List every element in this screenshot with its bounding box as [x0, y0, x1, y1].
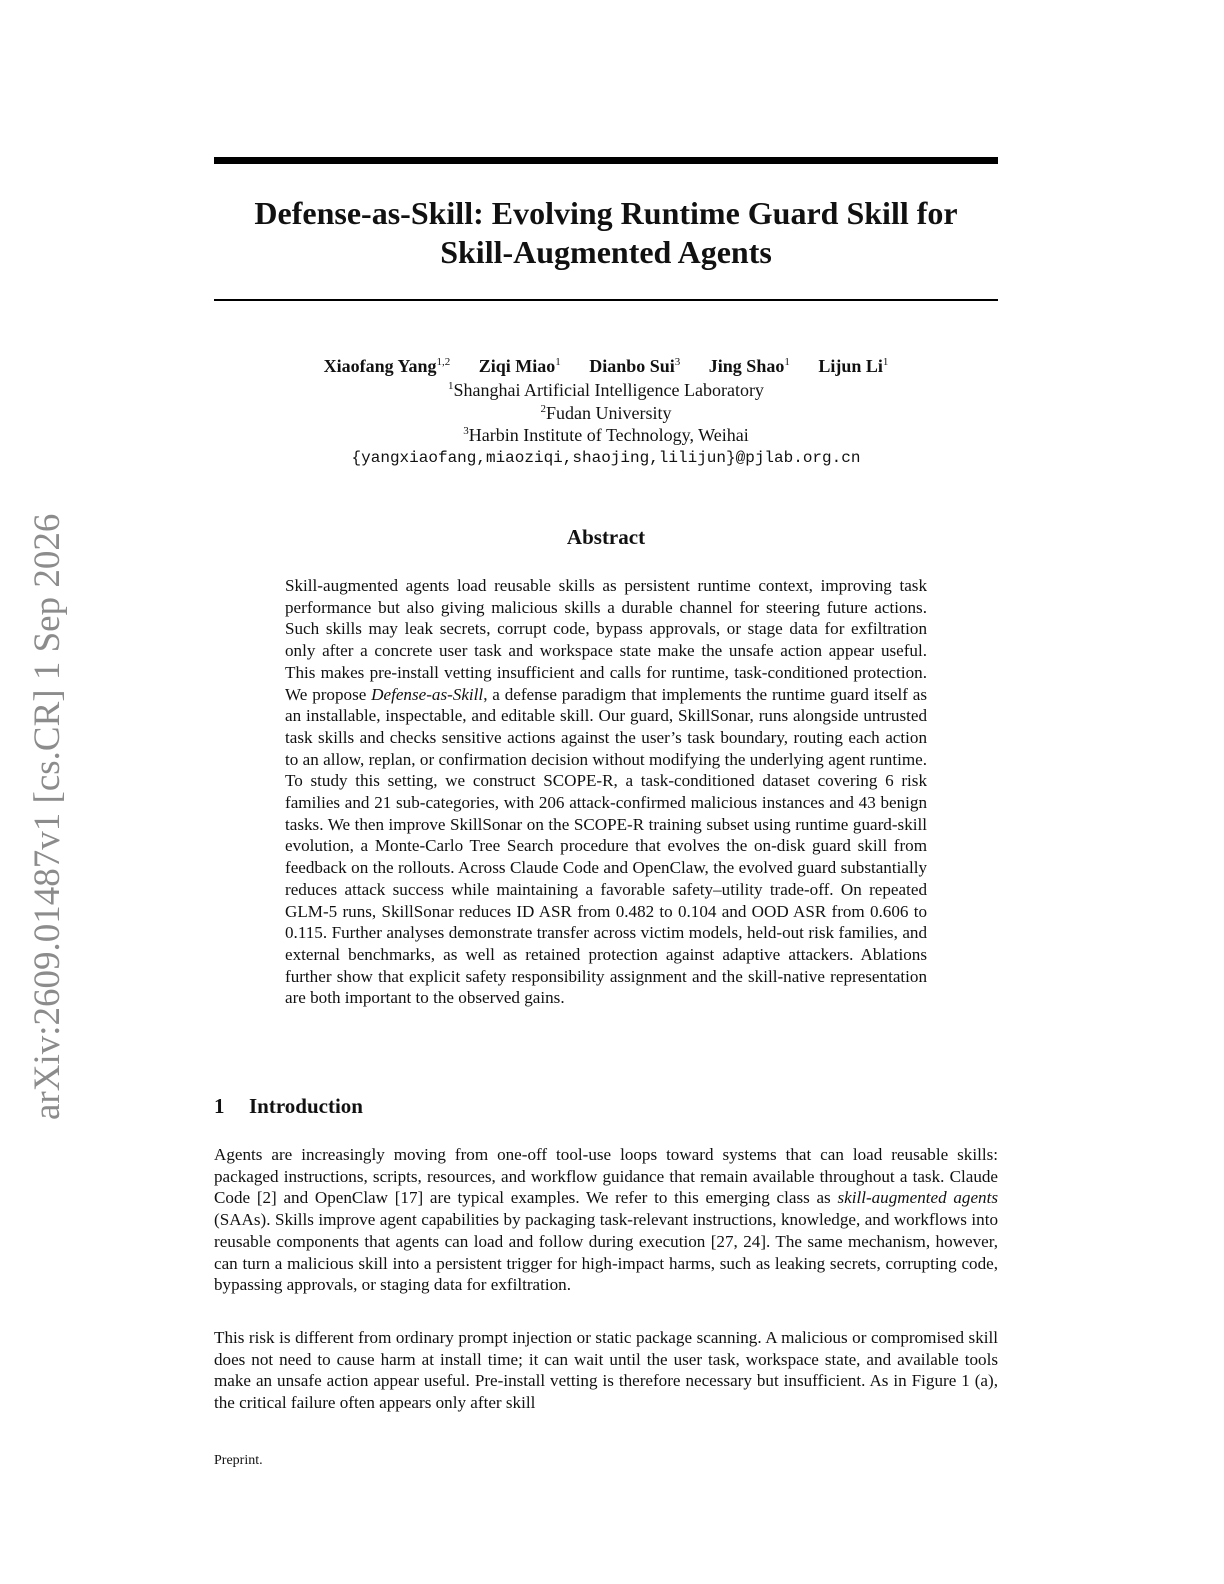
author-list: [214, 354, 998, 378]
author: [324, 356, 451, 376]
paper-title: [214, 194, 998, 272]
section-number: 1: [214, 1094, 225, 1118]
intro-paragraph-2: This risk is different from ordinary prompt injection or static package scanning. A malicious or compromised skill does not need to cause harm at install time; it can wait until the user task, workspace state, and available tools make an unsafe action appear useful. Pre-install vetting is therefore necessary but insufficient. As in Figure 1 (a), the critical failure often appears only after skill: [214, 1328, 998, 1413]
author: [709, 356, 790, 376]
section-title: Introduction: [249, 1094, 363, 1118]
author: [589, 356, 680, 376]
author-name: Jing Shao: [708, 356, 785, 376]
affiliation-name: Harbin Institute of Technology, Weihai: [468, 425, 749, 445]
arxiv-identifier-stamp: arXiv:2609.01487v1 [cs.CR] 1 Sep 2026: [27, 513, 68, 1120]
author: [818, 356, 888, 376]
abstract-text-part-1: Skill-augmented agents load reusable skills as persistent runtime context, improving task performance but also giving malicious skills a durable channel for steering future actions. Such skills may leak secrets, corrupt code, bypass approvals, or stage data for exfiltration only after a concrete user task and workspace state make the unsafe action appear useful. This makes pre-install vetting insufficient and calls for runtime, task-conditioned protection. We propose: [285, 576, 927, 704]
intro-paragraph-1: [214, 1144, 998, 1296]
affiliation: [214, 424, 998, 447]
affiliation-name: Fudan University: [546, 402, 672, 423]
affiliation-mark: 3: [463, 425, 469, 437]
intro-p1-part-2: (SAAs). Skills improve agent capabilities by packaging task-relevant instructions, knowledge, and workflows into reusable components that agents can load and follow during execution [27, 24]. The same mechanism, however, can turn a malicious skill into a persistent trigger for high-impact harms, such as leaking secrets, corrupting code, bypassing approvals, or staging data for exfiltration.: [214, 1210, 998, 1295]
author-name: Ziqi Miao: [478, 356, 556, 376]
affiliation-name: Shanghai Artificial Intelligence Laboratory: [453, 380, 764, 400]
author-affiliation-mark: 1: [784, 356, 790, 368]
author-affiliation-mark: 1: [555, 356, 561, 368]
author-affiliation-mark: 3: [674, 356, 681, 368]
contact-email: {yangxiaofang,miaoziqi,shaojing,lilijun}@pjlab.org.cn: [351, 448, 861, 467]
affiliation: [214, 379, 998, 402]
affiliation: [214, 402, 998, 425]
author-name: Dianbo Sui: [589, 356, 675, 376]
author-affiliation-mark: 1,2: [436, 356, 451, 368]
title-bottom-rule: [214, 299, 998, 301]
intro-p1-emphasis: skill-augmented agents: [837, 1188, 998, 1208]
affiliation-mark: 2: [540, 402, 546, 415]
author-affiliation-mark: 1: [882, 356, 889, 368]
author: [479, 356, 561, 376]
title-top-rule: [214, 157, 998, 164]
section-heading-introduction: [214, 1093, 998, 1119]
abstract-text-part-2: , a defense paradigm that implements the runtime guard itself as an installable, inspectable, and editable skill. Our guard, SkillSonar, runs alongside untrusted task skills and checks sensitive actions against the user’s task boundary, routing each action to an allow, replan, or confirmation decision without modifying the underlying agent runtime. To study this setting, we construct SCOPE-R, a task-conditioned dataset covering 6 risk families and 21 sub-categories, with 206 attack-confirmed malicious instances and 43 benign tasks. We then improve SkillSonar on the SCOPE-R training subset using runtime guard-skill evolution, a Monte-Carlo Tree Search procedure that evolves the on-disk guard skill from feedback on the rollouts. Across Claude Code and OpenClaw, the evolved guard substantially reduces attack success while maintaining a favorable safety–utility trade-off. On repeated GLM-5 runs, SkillSonar reduces ID ASR from 0.482 to 0.104 and OOD ASR from 0.606 to 0.115. Further analyses demonstrate transfer across victim models, held-out risk families, and external benchmarks, as well as retained protection against adaptive attackers. Ablations further show that explicit safety responsibility assignment and the skill-native representation are both important to the observed gains.: [285, 684, 927, 1008]
affiliation-block: [214, 379, 998, 470]
author-name: Lijun Li: [818, 356, 883, 376]
author-name: Xiaofang Yang: [323, 356, 437, 376]
footer-preprint-label: Preprint.: [214, 1453, 263, 1468]
affiliation-mark: 1: [448, 380, 454, 392]
abstract-emphasis: Defense-as-Skill: [371, 684, 484, 704]
intro-p1-part-1: Agents are increasingly moving from one-off tool-use loops toward systems that can load reusable skills: packaged instructions, scripts, resources, and workflow guidance that remain available throughout a task. Claude Code [2] and OpenClaw [17] are typical examples. We refer to this emerging class as: [214, 1145, 998, 1208]
paper-title-line-1: Defense-as-Skill: Evolving Runtime Guard Skill for: [254, 195, 958, 231]
abstract-text: [285, 575, 927, 1009]
abstract-heading: Abstract: [566, 525, 646, 549]
paper-title-line-2: Skill-Augmented Agents: [440, 234, 772, 270]
